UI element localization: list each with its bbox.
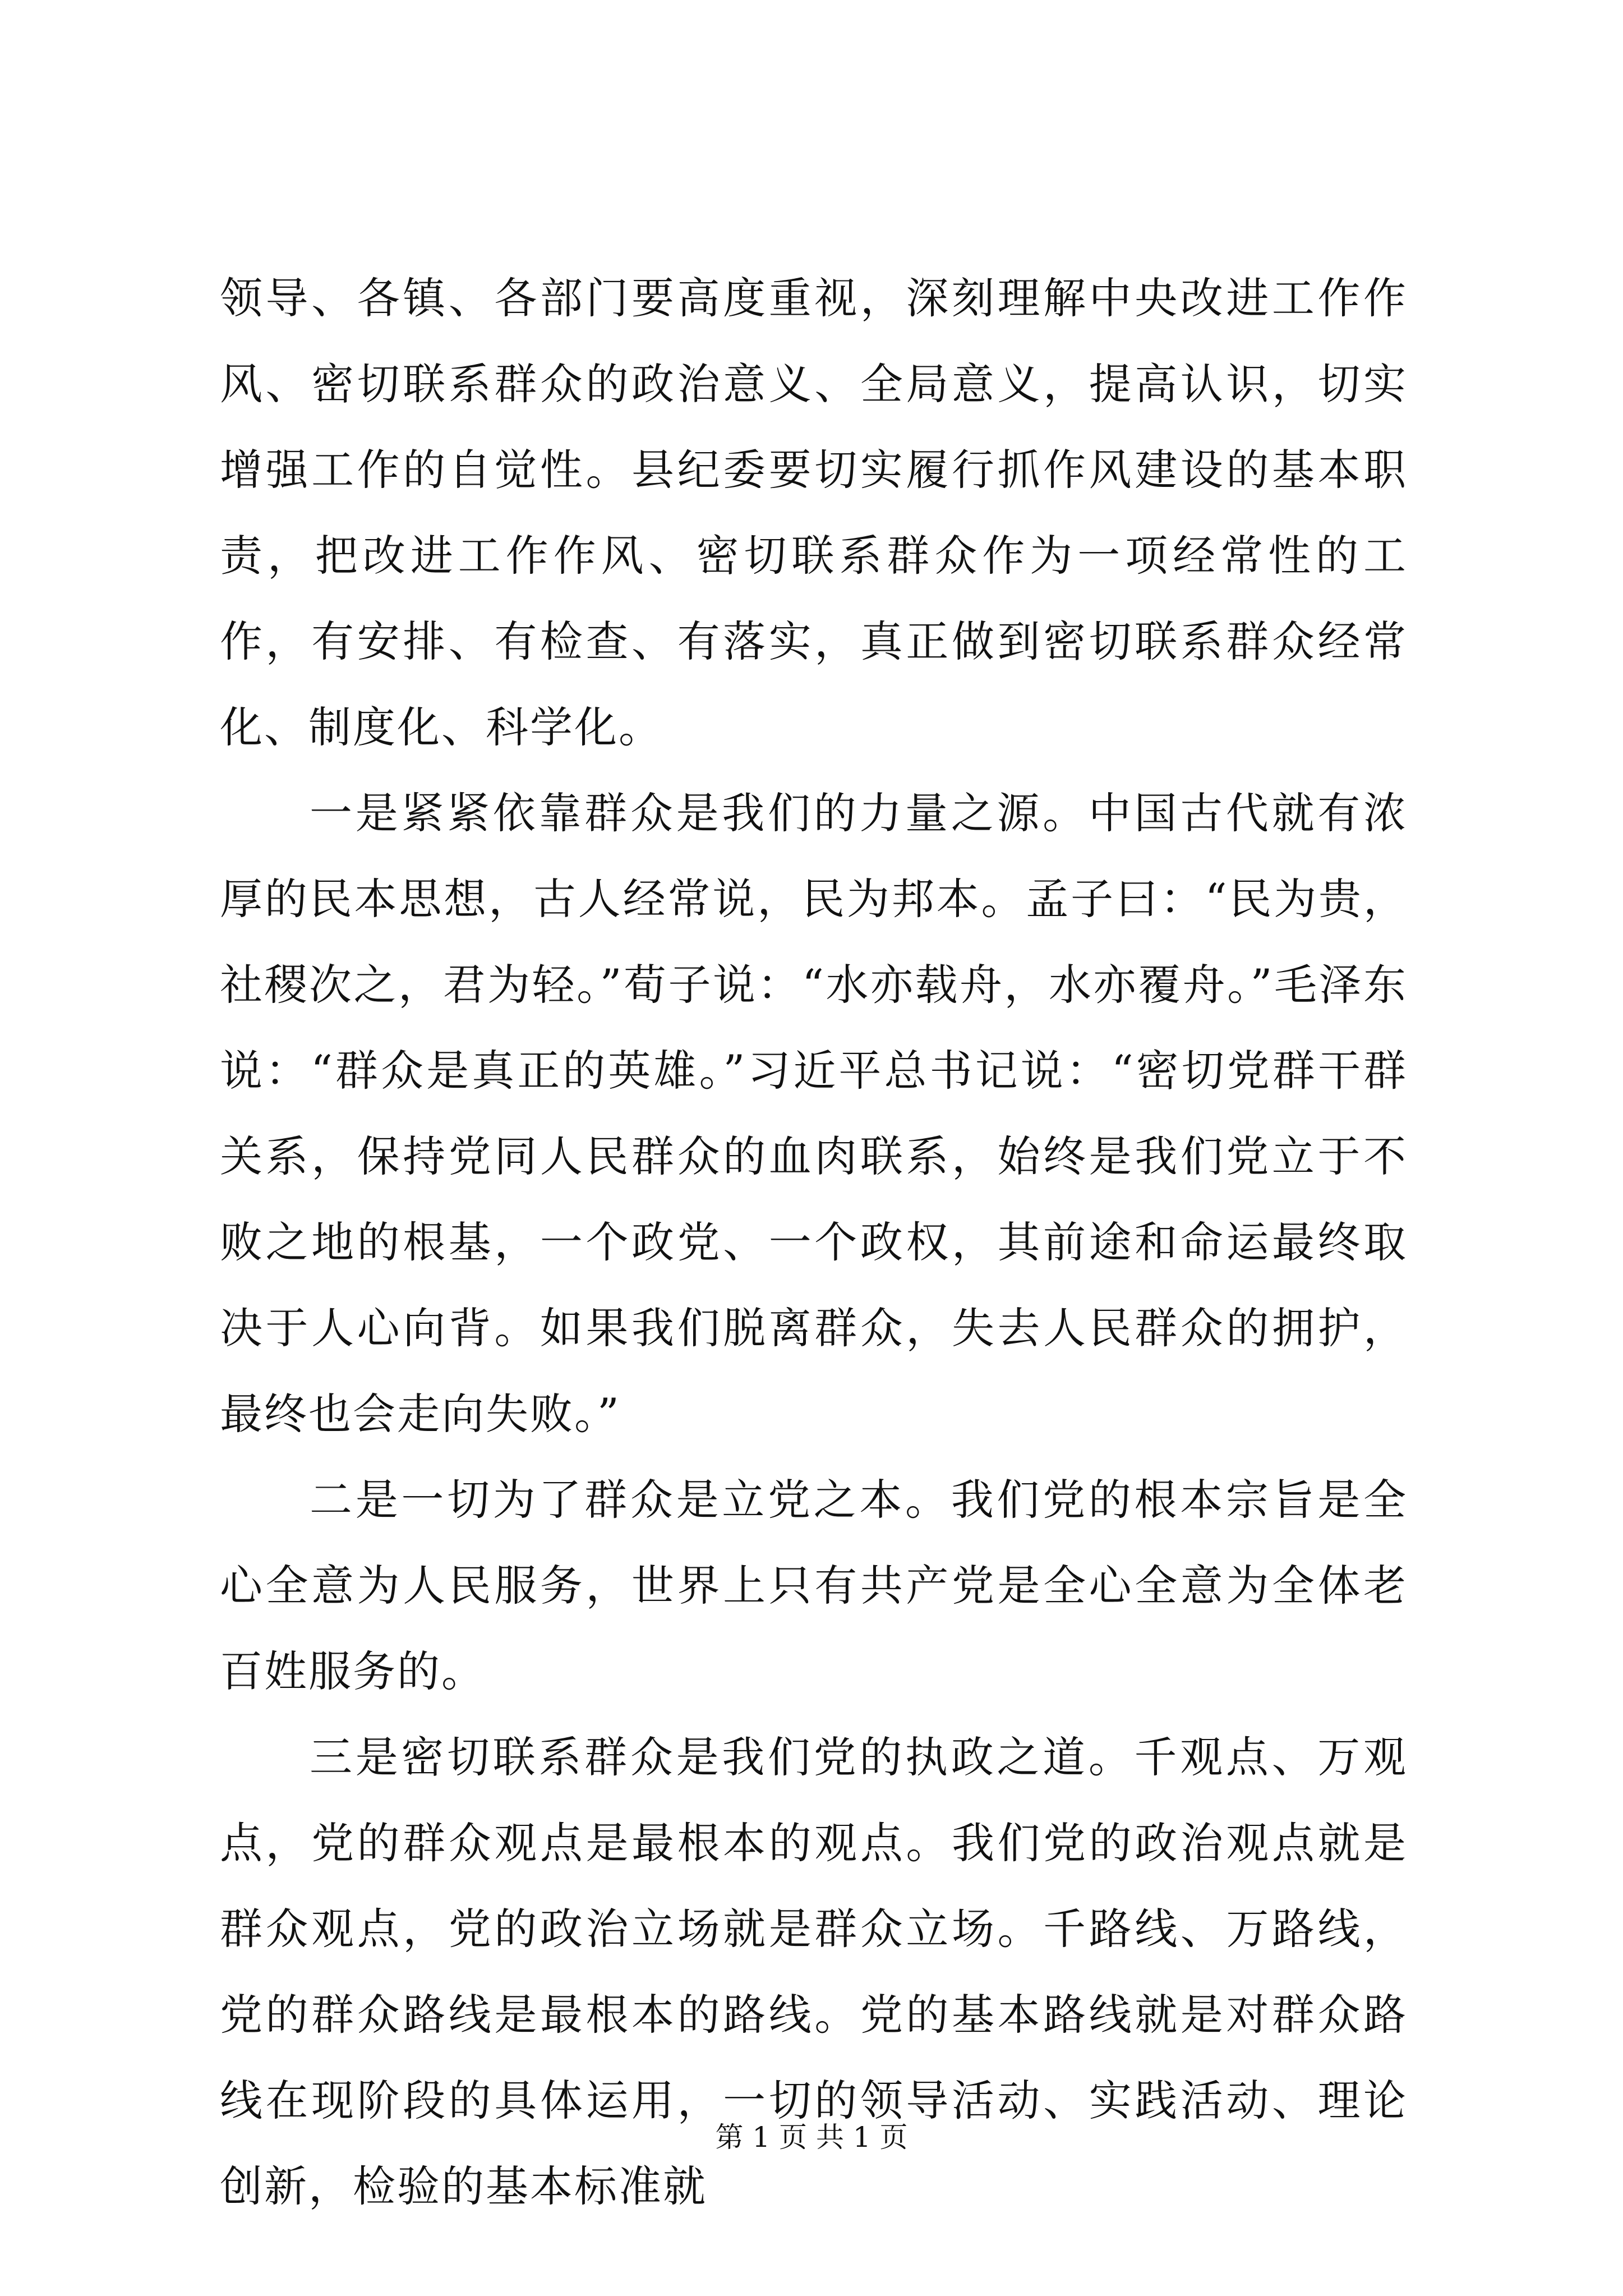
- document-body: [220, 255, 1408, 2229]
- paragraph-4: 三是密切联系群众是我们党的执政之道。千观点、万观点，党的群众观点是最根本的观点。我们党的政治观点就是群众观点，党的政治立场就是群众立场。千路线、万路线，党的群众路线是最根本的路线。党的基本路线就是对群众路线在现阶段的具体运用，一切的领导活动、实践活动、理论创新，检验的基本标准就: [220, 1732, 1408, 2211]
- paragraph-2: 一是紧紧依靠群众是我们的力量之源。中国古代就有浓厚的民本思想，古人经常说，民为邦本。孟子曰：“民为贵，社稷次之，君为轻。”荀子说：“水亦载舟，水亦覆舟。”毛泽东说：“群众是真正的英雄。”习近平总书记说：“密切党群干群关系，保持党同人民群众的血肉联系，始终是我们党立于不败之地的根基，一个政党、一个政权，其前途和命运最终取决于人心向背。如果我们脱离群众，失去人民群众的拥护，最终也会走向失败。”: [220, 788, 1408, 1439]
- page-number-label: 第 1 页 共 1 页: [715, 2121, 908, 2154]
- paragraph-3: 二是一切为了群众是立党之本。我们党的根本宗旨是全心全意为人民服务，世界上只有共产党是全心全意为全体老百姓服务的。: [220, 1475, 1408, 1696]
- paragraph-1: 领导、各镇、各部门要高度重视，深刻理解中央改进工作作风、密切联系群众的政治意义、全局意义，提高认识，切实增强工作的自觉性。县纪委要切实履行抓作风建设的基本职责，把改进工作作风、密切联系群众作为一项经常性的工作，有安排、有检查、有落实，真正做到密切联系群众经常化、制度化、科学化。: [220, 273, 1408, 752]
- page-footer: [0, 2119, 1623, 2155]
